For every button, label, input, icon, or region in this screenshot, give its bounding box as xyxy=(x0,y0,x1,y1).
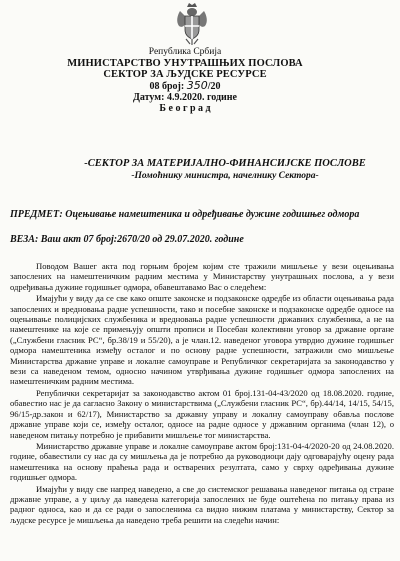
republic-name: Република Србија xyxy=(148,47,222,57)
letter-body xyxy=(10,261,394,526)
body-paragraph: Поводом Вашег акта под горњим бројем којим сте тражили мишљење у вези оцењивања запослених на намештеничким радним местима у Министарству унутрашњих послова, а у вези одређивања дужине годишњег одмора, обавештавамо Вас о следећем: xyxy=(10,261,394,292)
reference-text: Ваш акт 07 број:2670/20 од 29.07.2020. године xyxy=(40,234,244,245)
body-paragraph: Имајући у виду све напред наведено, а све до системског решавања наведеног питања од стране државне управе, а у циљу да наведена категорија запослених не буде оштећена по питању права из радног односа, као и да се ради о запосленима са видно нижим платама у министарству, Сектор за људске ресурсе је мишљења да наведено треба решити на следећи начин: xyxy=(10,483,394,525)
reference-line xyxy=(10,234,395,245)
addressee-block xyxy=(60,158,390,182)
subject-line xyxy=(10,209,395,220)
subject-label: ПРЕДМЕТ: xyxy=(10,209,63,220)
addressee-person: -Помоћнику министра, начелнику Сектора- xyxy=(131,171,319,181)
document-date: Датум: 4.9.2020. године xyxy=(133,92,237,103)
city-name: Б е о г р а д xyxy=(159,103,211,114)
body-paragraph: Министарство државне управе и локалне самоуправе актом број:131-04-4/2020-20 од 24.08.2020. године, обавестили су нас да су мишљења да је потребно да руководиоци дају одговарајућу оцену рада намештеника на основу праћења рада и остварених резултата, само у сврху одређивања дужине годишњег одмора. xyxy=(10,440,394,483)
body-paragraph: Републички секретаријат за законодавство актом 01 број.131-04-43/2020 од 18.08.2020. године, обавестио нас је да сагласно Закону о министарствима („Службени гласник РС“, бр).44/14, 14/15, 54/15, 96/15-др.закон и 62/17), Министарство за државну управу и локалну самоуправу обавља послове државне управе који се, између осталог, односе на радне односе у државним органима (члан 12), о наведеном питању потребно је прибавити мишљење тог министарства. xyxy=(10,387,394,440)
reference-number: 08 број: 350/20 xyxy=(149,79,221,92)
coat-of-arms-emblem xyxy=(174,2,210,46)
sector-name: СЕКТОР ЗА ЉУДСКЕ РЕСУРСЕ xyxy=(103,69,267,80)
subject-text: Оцењивање намештеника и одређивање дужине годишњег одмора xyxy=(65,209,360,220)
header-block xyxy=(60,47,310,114)
handwritten-number: 350 xyxy=(186,79,208,92)
addressee-sector: -СЕКТОР ЗА МАТЕРИЈАЛНО-ФИНАНСИЈСКЕ ПОСЛОВЕ xyxy=(84,158,366,169)
body-paragraph: Имајући у виду да се све како опште законске и подзаконске одредбе из области оцењивања рада запослених и вредновања радне успешности, тако и посебне законске и подзаконске одредбе односе на оцењивање полицијских службеника и вредновања радне успешности државних службеника, а не на намештенике на које се примењују општи прописи и Посебан колективни уговор за државне органе („Службени гласник РС“, бр.38/19 и 55/20), а је члан.12. наведеног уговора утврдио дужине годишњег одмора намештеника између осталог и по основу радне успешности, затражили смо мишљење Министарства државне управе и локалне самоуправе и Републичког секретаријата за законодавство у вези са наведеном темом, односно начином утврђивања дужине годишњег одмора запослених на намештеничким радним местима. xyxy=(10,293,394,387)
ministry-name: МИНИСТАРСТВО УНУТРАШЊИХ ПОСЛОВА xyxy=(67,58,303,69)
reference-label: ВЕЗА: xyxy=(10,234,39,245)
